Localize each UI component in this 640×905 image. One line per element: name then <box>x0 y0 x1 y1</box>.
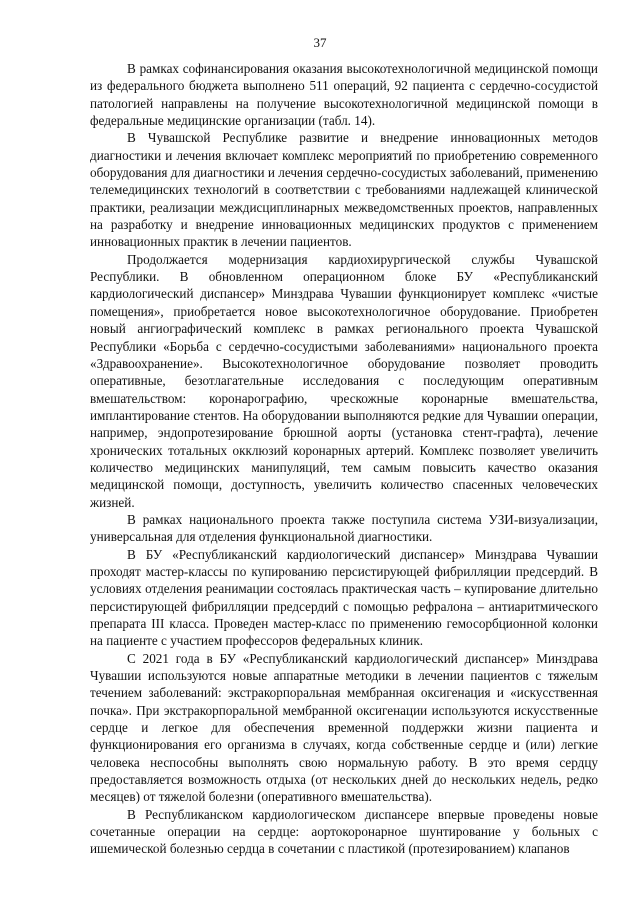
paragraph-combined-operations: В Республиканском кардиологическом диспансере впервые проведены новые сочетанные операции на сердце: аортокоронарное шунтирование у больных с ишемической болезнью сердца в сочетании с пластикой (протезированием) клапанов <box>90 806 598 857</box>
paragraph-ultrasound: В рамках национального проекта также поступила система УЗИ-визуализации, универсальная для отделения функциональной диагностики. <box>90 511 598 545</box>
paragraph-modernization: Продолжается модернизация кардиохирургической службы Чувашской Республики. В обновленном операционном блоке БУ «Республиканский кардиологический диспансер» Минздрава Чувашии функционирует комплекс «чистые помещения», приобретается новое высокотехнологичное оборудование. Приобретен новый ангиографический комплекс в рамках регионального проекта Чувашской Республики «Борьба с сердечно-сосудистыми заболеваниями» национального проекта «Здравоохранение». Высокотехнологичное оборудование позволяет проводить оперативные, безотлагательные исследования с последующим оперативным вмешательством: коронарографию, чрескожные коронарные вмешательства, имплантирование стентов. На оборудовании выполняются редкие для Чувашии операции, например, эндопротезирование брюшной аорты (установка стент-графта), лечение хронических тотальных окклюзий коронарных артерий. Комплекс позволяет увеличить количество медицинских манипуляций, тем самым повысить качество оказания медицинской помощи, доступность, увеличить количество спасенных человеческих жизней. <box>90 251 598 510</box>
page-number: 37 <box>313 35 327 50</box>
paragraph-master-classes: В БУ «Республиканский кардиологический диспансер» Минздрава Чувашии проходят мастер-классы по купированию персистирующей фибрилляции предсердий. В условиях отделения реанимации состоялась практическая часть – купирование длительно персистирующей фибрилляции предсердий с помощью рефралона – антиаритмического препарата III класса. Проведен мастер-класс по применению гемосорбционной колонки на пациенте с участием профессоров федеральных клиник. <box>90 546 598 649</box>
paragraph-innovation: В Чувашской Республике развитие и внедрение инновационных методов диагностики и лечения включает комплекс мероприятий по приобретению современного оборудования для диагностики и лечения сердечно-сосудистых заболеваний, применению телемедицинских технологий в соответствии с требованиями надлежащей клинической практики, реализации междисциплинарных межведомственных проектов, направленных на разработку и внедрение инновационных медицинских продуктов с применением инновационных практик в лечении пациентов. <box>90 130 598 250</box>
body-text <box>90 60 598 858</box>
paragraph-cofinancing: В рамках софинансирования оказания высокотехнологичной медицинской помощи из федерального бюджета выполнено 511 операций, 92 пациента с сердечно-сосудистой патологией направлены на получение высокотехнологичной медицинской помощи в федеральные медицинские организации (табл. 14). <box>90 61 598 129</box>
paragraph-ecmo: С 2021 года в БУ «Республиканский кардиологический диспансер» Минздрава Чувашии используются новые аппаратные методики в лечении пациентов с тяжелым течением заболеваний: экстракорпоральная мембранная оксигенация и «искусственная почка». При экстракорпоральной мембранной оксигенации используются искусственные сердце и легкое для обеспечения временной поддержки жизни пациента и функционирования его организма в случаях, когда собственные сердце и (или) легкие человека неспособны выполнять свою нормальную работу. В это время сердцу предоставляется возможность отдыха (от нескольких дней до нескольких недель, редко месяцев) от тяжелой болезни (оперативного вмешательства). <box>90 650 598 805</box>
